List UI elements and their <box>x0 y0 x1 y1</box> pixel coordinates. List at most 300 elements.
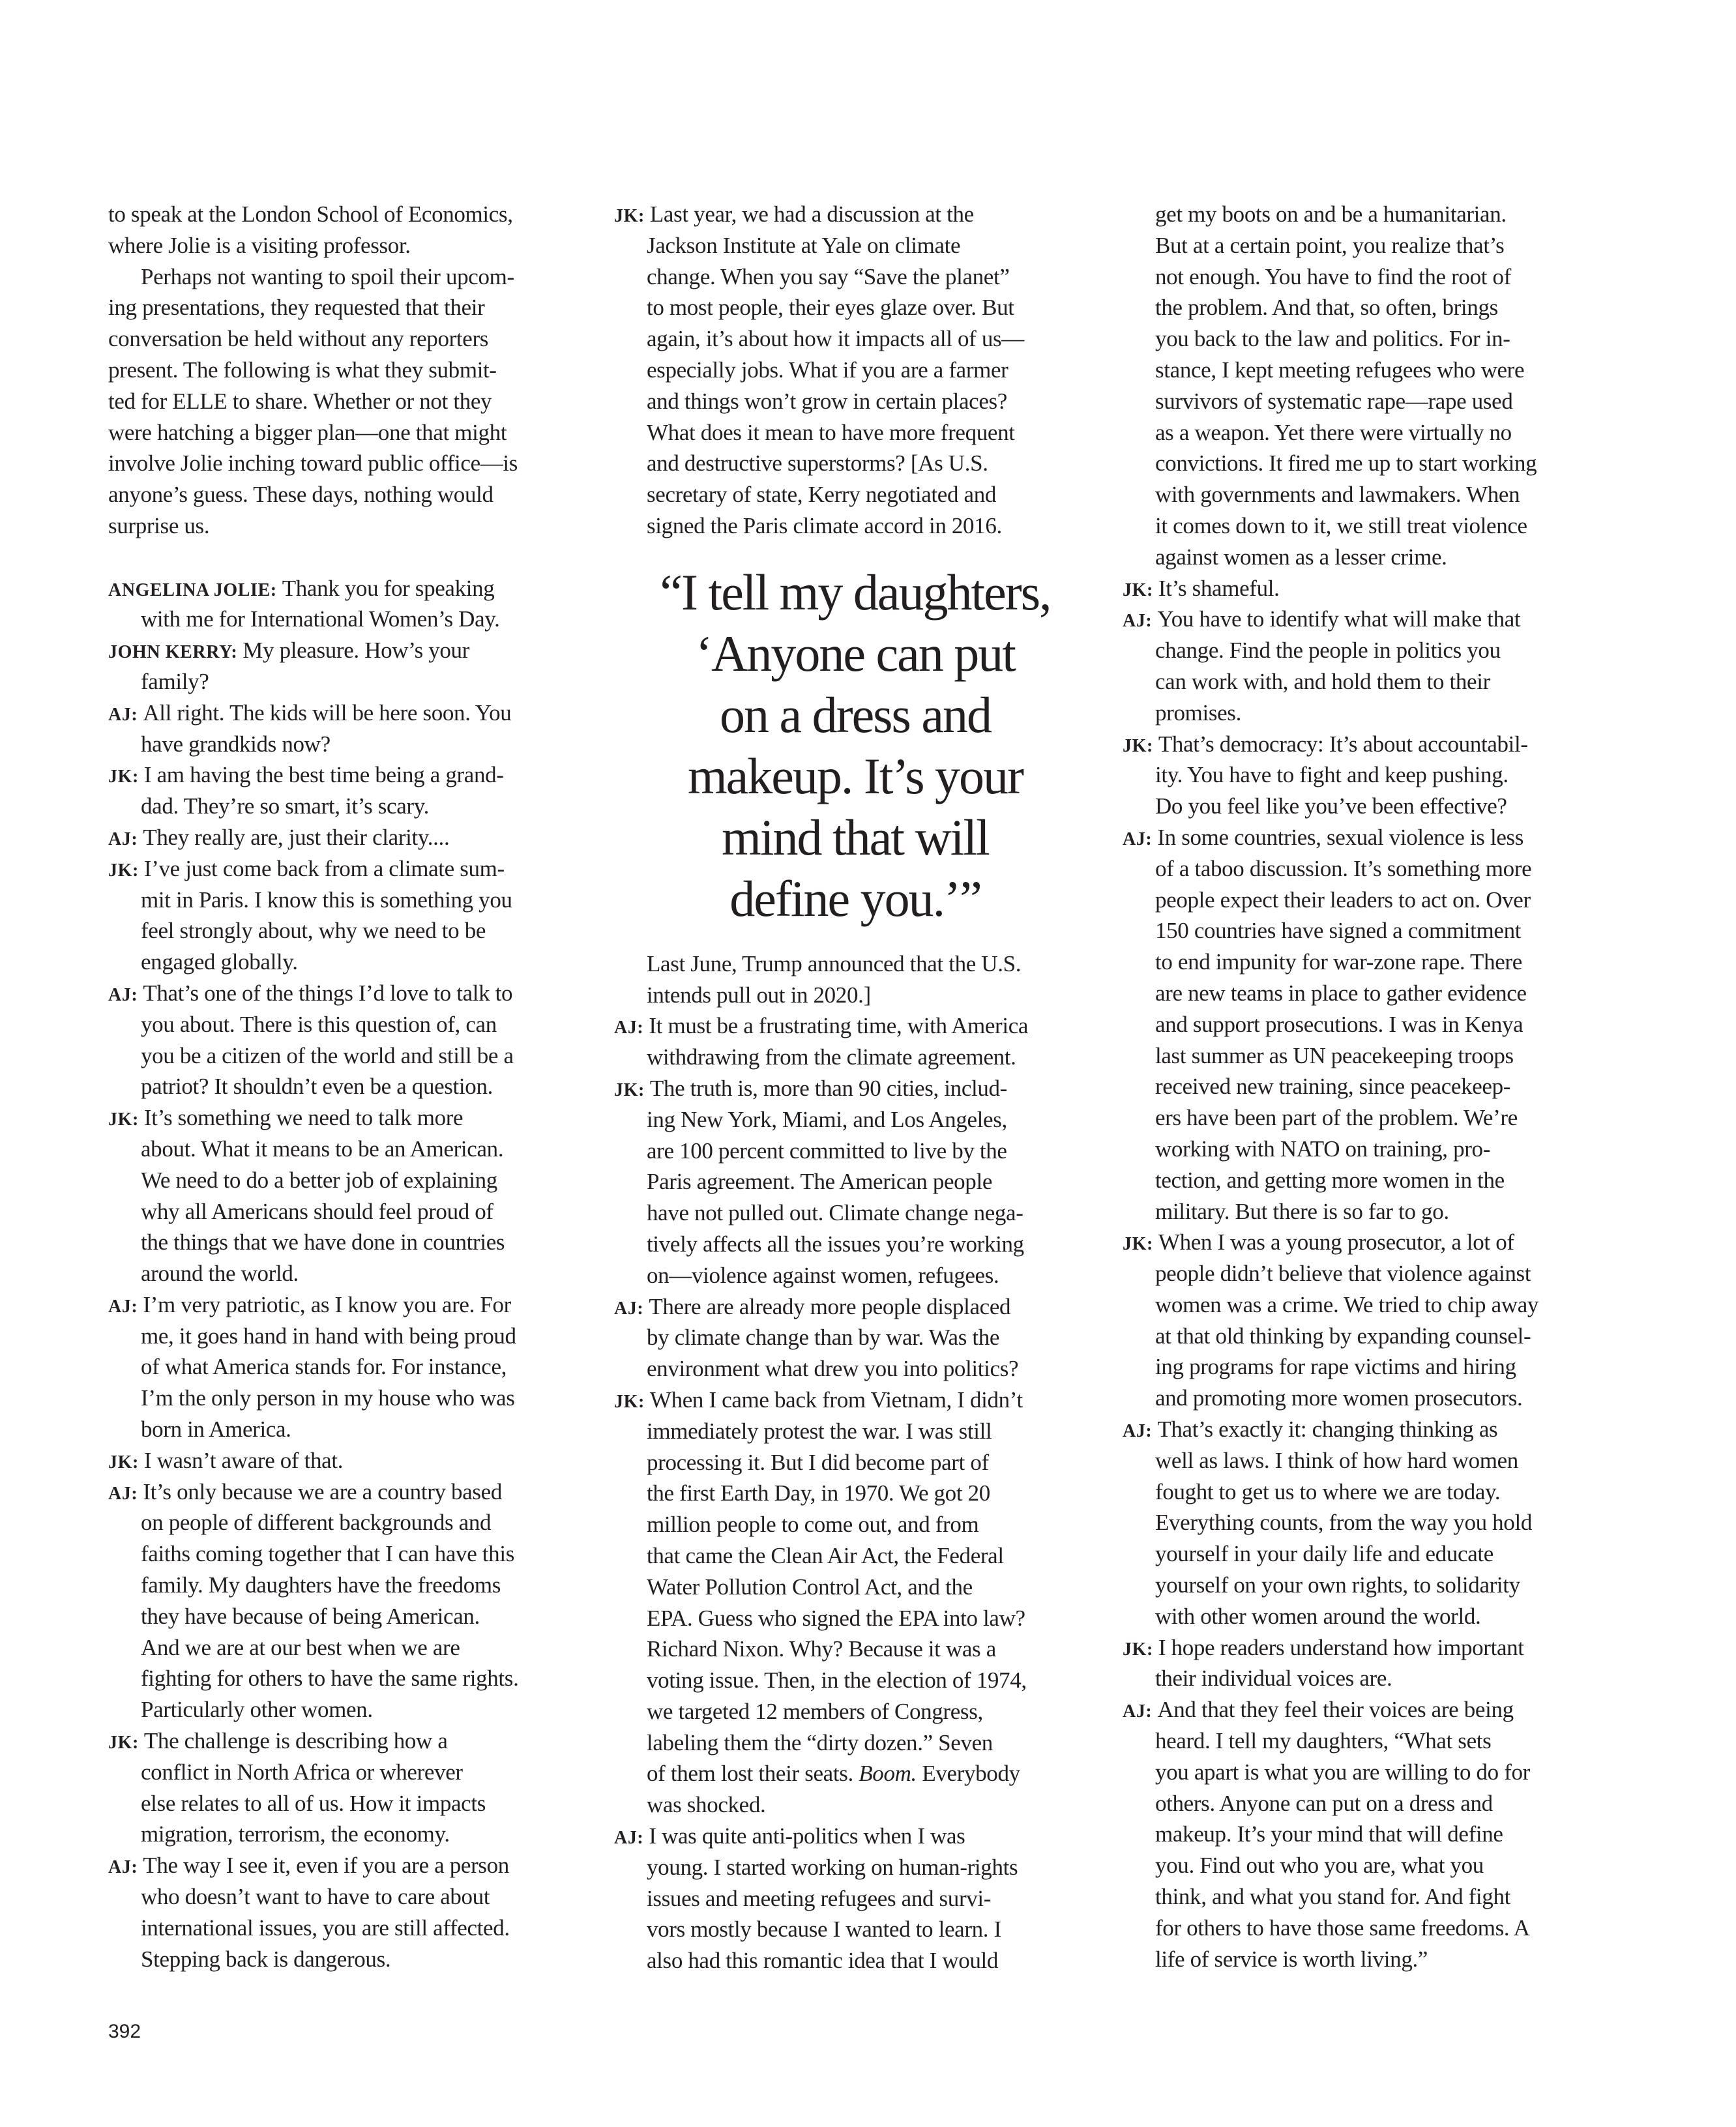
text-line <box>1123 573 1605 604</box>
text-line <box>614 1789 1096 1821</box>
dialogue-entry <box>614 1821 1096 1976</box>
dialogue-entry <box>1123 822 1605 1227</box>
line-text: family. My daughters have the freedoms <box>141 1572 501 1598</box>
line-text: change. When you say “Save the planet” <box>647 263 1010 289</box>
text-line <box>108 915 591 946</box>
line-text: I wasn’t aware of that. <box>143 1447 344 1473</box>
text-line <box>614 948 1096 980</box>
line-text: tively affects all the issues you’re working <box>647 1231 1024 1257</box>
dialogue-entry <box>1123 729 1605 822</box>
line-text: intends pull out in 2020.] <box>647 982 871 1008</box>
line-text: vors mostly because I wanted to learn. I <box>647 1916 1001 1943</box>
line-text: of them lost their seats. <box>647 1761 859 1787</box>
line-text: against women as a lesser crime. <box>1155 544 1447 570</box>
line-text: who doesn’t want to have to care about <box>141 1884 490 1910</box>
text-line <box>108 1383 591 1414</box>
text-line <box>1123 1196 1605 1227</box>
text-line <box>1123 448 1605 479</box>
text-line <box>108 1632 591 1664</box>
article-column-1 <box>108 199 591 1974</box>
speaker-label: ANGELINA JOLIE: <box>108 579 277 600</box>
line-text: signed the Paris climate accord in 2016. <box>647 512 1002 538</box>
line-text: people didn’t believe that violence against <box>1155 1261 1531 1287</box>
text-line <box>108 791 591 822</box>
line-text: Richard Nixon. Why? Because it was a <box>647 1636 996 1662</box>
speaker-label: JK: <box>1123 735 1153 756</box>
line-text: of a taboo discussion. It’s something more <box>1155 855 1532 881</box>
text-line <box>108 1881 591 1913</box>
line-text: it comes down to it, we still treat violence <box>1155 512 1527 538</box>
text-line <box>614 386 1096 417</box>
dialogue-entry <box>108 697 591 760</box>
text-line <box>108 666 591 697</box>
text-line <box>1123 1694 1605 1725</box>
line-text: In some countries, sexual violence is less <box>1157 824 1524 850</box>
line-text: I was quite anti-politics when I was <box>649 1823 965 1849</box>
line-text: yourself on your own rights, to solidarity <box>1155 1572 1520 1598</box>
dialogue-entry <box>108 822 591 853</box>
text-line <box>614 1166 1096 1197</box>
line-text: ing New York, Miami, and Los Angeles, <box>647 1106 1007 1132</box>
speaker-label: AJ: <box>108 1296 138 1317</box>
line-text: the first Earth Day, in 1970. We got 20 <box>647 1480 990 1506</box>
line-text: you back to the law and politics. For in- <box>1155 326 1510 352</box>
text-line <box>614 292 1096 323</box>
text-line <box>614 479 1096 510</box>
speaker-label: JK: <box>108 1733 139 1753</box>
text-line <box>614 1416 1096 1447</box>
line-text: were hatching a bigger plan—one that might <box>108 419 507 445</box>
text-line <box>108 946 591 978</box>
text-line <box>108 1601 591 1632</box>
text-line <box>108 1788 591 1819</box>
paragraph <box>108 199 591 542</box>
line-text: Perhaps not wanting to spoil their upcom- <box>141 263 514 289</box>
text-line <box>614 1353 1096 1385</box>
line-text: people expect their leaders to act on. Over <box>1155 887 1531 913</box>
line-text: stance, I kept meeting refugees who were <box>1155 357 1525 383</box>
text-line <box>1123 292 1605 323</box>
line-text: present. The following is what they submit- <box>108 357 497 383</box>
speaker-label: AJ: <box>614 1298 644 1319</box>
pull-quote-line: ‘Anyone can put <box>696 624 1015 682</box>
line-text: again, it’s about how it impacts all of us— <box>647 326 1024 352</box>
text-line <box>1123 261 1605 293</box>
line-text: with governments and lawmakers. When <box>1155 482 1520 508</box>
speaker-label: AJ: <box>614 1828 644 1849</box>
text-line <box>108 635 591 666</box>
text-line <box>1123 1819 1605 1850</box>
dialogue-entry <box>108 853 591 978</box>
article-column-3 <box>1123 199 1605 1974</box>
line-text: EPA. Guess who signed the EPA into law? <box>647 1605 1025 1631</box>
line-text: And we are at our best when we are <box>141 1634 460 1660</box>
text-line <box>1123 1071 1605 1102</box>
dialogue-entry <box>614 199 1096 542</box>
text-line <box>1123 1788 1605 1819</box>
line-text: by climate change than by war. Was the <box>647 1325 1000 1351</box>
text-line <box>108 822 591 853</box>
speaker-label: JK: <box>108 860 139 881</box>
line-text: and things won’t grow in certain places? <box>647 388 1007 414</box>
speaker-label: AJ: <box>108 1483 138 1504</box>
line-text: heard. I tell my daughters, “What sets <box>1155 1728 1492 1754</box>
text-line <box>1123 946 1605 978</box>
text-line <box>108 759 591 791</box>
line-text: on people of different backgrounds and <box>141 1510 492 1536</box>
text-line <box>108 1913 591 1944</box>
line-text: Jackson Institute at Yale on climate <box>647 232 961 258</box>
text-line <box>108 885 591 916</box>
line-text: military. But there is so far to go. <box>1155 1198 1449 1224</box>
line-text: It’s shameful. <box>1158 575 1280 601</box>
line-text: not enough. You have to find the root of <box>1155 263 1511 289</box>
text-line <box>614 1852 1096 1883</box>
emphasis-text: Boom. <box>859 1761 917 1787</box>
text-line <box>1123 697 1605 729</box>
line-text: that came the Clean Air Act, the Federal <box>647 1542 1004 1568</box>
text-line <box>108 1040 591 1072</box>
dialogue-entry <box>1123 1632 1605 1695</box>
line-text: Thank you for speaking <box>282 575 495 601</box>
text-line <box>614 230 1096 261</box>
line-text: When I was a young prosecutor, a lot of <box>1158 1229 1514 1255</box>
line-text: What does it mean to have more frequent <box>647 419 1015 445</box>
text-line <box>108 292 591 323</box>
dialogue-entry <box>108 573 591 636</box>
line-text: feel strongly about, why we need to be <box>141 918 486 944</box>
text-line <box>1123 1321 1605 1352</box>
text-line <box>1123 729 1605 760</box>
text-line <box>1123 1351 1605 1383</box>
line-text: environment what drew you into politics? <box>647 1356 1019 1382</box>
line-text: promises. <box>1155 699 1241 726</box>
text-line <box>108 1009 591 1040</box>
line-text: you be a citizen of the world and still be a <box>141 1042 514 1068</box>
line-text: for others to have those same freedoms. A <box>1155 1914 1530 1941</box>
line-text: life of service is worth living.” <box>1155 1946 1428 1972</box>
text-line <box>108 1694 591 1725</box>
line-text: Everybody <box>916 1761 1020 1787</box>
line-text: family? <box>141 668 209 694</box>
line-text: fighting for others to have the same rights. <box>141 1665 519 1692</box>
line-text: to end impunity for war-zone rape. There <box>1155 949 1522 975</box>
text-line <box>108 573 591 604</box>
line-text: especially jobs. What if you are a farmer <box>647 357 1008 383</box>
text-line <box>1123 1913 1605 1944</box>
text-line <box>1123 1507 1605 1538</box>
text-line <box>614 1010 1096 1042</box>
text-line <box>614 1104 1096 1136</box>
line-text: tection, and getting more women in the <box>1155 1167 1505 1193</box>
line-text: they have because of being American. <box>141 1603 480 1629</box>
text-line <box>1123 230 1605 261</box>
text-line <box>614 1291 1096 1323</box>
line-text: involve Jolie inching toward public office—is <box>108 450 518 477</box>
dialogue-entry <box>108 1289 591 1445</box>
text-line <box>108 1134 591 1165</box>
text-line <box>614 1447 1096 1478</box>
line-text: to speak at the London School of Economics, <box>108 201 513 227</box>
text-line <box>1123 1944 1605 1975</box>
line-text: are new teams in place to gather evidence <box>1155 980 1527 1006</box>
line-text: And that they feel their voices are being <box>1157 1697 1514 1723</box>
line-text: We need to do a better job of explaining <box>141 1167 497 1193</box>
text-line <box>1123 759 1605 791</box>
dialogue-entry <box>1123 1414 1605 1632</box>
line-text: Particularly other women. <box>141 1697 373 1723</box>
line-text: received new training, since peacekeep- <box>1155 1074 1511 1100</box>
text-line <box>614 1229 1096 1260</box>
speaker-label: JK: <box>614 206 645 226</box>
line-text: patriot? It shouldn’t even be a question. <box>141 1074 493 1100</box>
text-line <box>108 729 591 760</box>
line-text: around the world. <box>141 1261 299 1287</box>
line-text: Last June, Trump announced that the U.S. <box>647 950 1022 976</box>
text-line <box>108 1757 591 1788</box>
dialogue-entry <box>1123 604 1605 728</box>
text-line <box>108 1850 591 1881</box>
speaker-label: AJ: <box>1123 1701 1153 1722</box>
line-text: That’s exactly it: changing thinking as <box>1157 1416 1498 1443</box>
line-text: get my boots on and be a humanitarian. <box>1155 201 1507 227</box>
text-line <box>108 230 591 261</box>
text-line <box>614 1634 1096 1665</box>
line-text: But at a certain point, you realize that’s <box>1155 232 1505 258</box>
line-text: secretary of state, Kerry negotiated and <box>647 482 997 508</box>
text-line <box>108 355 591 386</box>
line-text: million people to come out, and from <box>647 1512 979 1538</box>
dialogue-entry <box>108 1102 591 1289</box>
text-line <box>108 1289 591 1321</box>
text-line <box>108 1196 591 1227</box>
line-text: Do you feel like you’ve been effective? <box>1155 793 1507 819</box>
line-text: to most people, their eyes glaze over. But <box>647 295 1014 321</box>
line-text: can work with, and hold them to their <box>1155 668 1490 694</box>
text-line <box>1123 885 1605 916</box>
speaker-label: AJ: <box>614 1018 644 1038</box>
text-line <box>108 1102 591 1134</box>
line-text: and destructive superstorms? [As U.S. <box>647 450 988 477</box>
dialogue-entry <box>1123 1694 1605 1974</box>
speaker-label: JK: <box>108 1452 139 1473</box>
text-line <box>614 1696 1096 1727</box>
speaker-label: AJ: <box>1123 611 1153 632</box>
line-text: You have to identify what will make that <box>1157 606 1521 632</box>
line-text: voting issue. Then, in the election of 1974, <box>647 1667 1027 1694</box>
text-line <box>614 1260 1096 1291</box>
speaker-label: JK: <box>108 1109 139 1130</box>
line-text: ity. You have to fight and keep pushing. <box>1155 762 1508 788</box>
text-line <box>108 1663 591 1694</box>
paragraph <box>1123 199 1605 573</box>
line-text: I’m very patriotic, as I know you are. For <box>143 1291 511 1317</box>
line-text: as a weapon. Yet there were virtually no <box>1155 419 1512 445</box>
line-text: you about. There is this question of, can <box>141 1011 497 1037</box>
text-line <box>1123 1445 1605 1476</box>
pull-quote-line: define you.’” <box>729 870 981 927</box>
speaker-label: JK: <box>1123 1234 1153 1255</box>
text-line <box>1123 1601 1605 1632</box>
speaker-label: AJ: <box>1123 829 1153 849</box>
line-text: and support prosecutions. I was in Kenya <box>1155 1011 1523 1037</box>
dialogue-entry <box>614 1010 1096 1073</box>
text-line <box>614 199 1096 230</box>
text-line <box>108 604 591 635</box>
text-line <box>1123 542 1605 573</box>
line-text: That’s one of the things I’d love to talk to <box>143 980 513 1006</box>
line-text: you apart is what you are willing to do for <box>1155 1759 1530 1785</box>
text-line <box>614 1914 1096 1945</box>
line-text: conflict in North Africa or wherever <box>141 1759 463 1785</box>
text-line <box>1123 323 1605 355</box>
text-line <box>1123 1850 1605 1881</box>
line-text: issues and meeting refugees and survi- <box>647 1885 992 1911</box>
text-line <box>614 1945 1096 1976</box>
line-text: It’s something we need to talk more <box>143 1105 463 1131</box>
line-text: working with NATO on training, pro- <box>1155 1136 1490 1162</box>
dialogue-entry <box>1123 1227 1605 1414</box>
text-line <box>108 386 591 417</box>
line-text: There are already more people displaced <box>649 1293 1011 1319</box>
line-text: That’s democracy: It’s about accountabil- <box>1158 731 1528 757</box>
line-text: why all Americans should feel proud of <box>141 1198 493 1224</box>
text-line <box>108 1071 591 1102</box>
line-text: young. I started working on human-rights <box>647 1854 1018 1880</box>
text-line <box>1123 1757 1605 1788</box>
pull-quote-line: mind that will <box>722 808 989 866</box>
text-line <box>1123 604 1605 635</box>
line-text: international issues, you are still affected. <box>141 1914 510 1941</box>
text-line <box>614 510 1096 542</box>
line-text: surprise us. <box>108 512 210 538</box>
line-text: Stepping back is dangerous. <box>141 1946 391 1972</box>
speaker-label: AJ: <box>108 829 138 849</box>
line-text: labeling them the “dirty dozen.” Seven <box>647 1729 993 1755</box>
text-line <box>614 1136 1096 1167</box>
speaker-label: AJ: <box>108 704 138 725</box>
line-text: migration, terrorism, the economy. <box>141 1821 450 1847</box>
line-text: engaged globally. <box>141 949 298 975</box>
line-text: the problem. And that, so often, brings <box>1155 295 1498 321</box>
text-line <box>1123 853 1605 885</box>
dialogue-entry <box>1123 573 1605 604</box>
text-line <box>614 1322 1096 1353</box>
line-text: It must be a frustrating time, with America <box>649 1013 1029 1039</box>
line-text: we targeted 12 members of Congress, <box>647 1698 983 1724</box>
text-line <box>1123 479 1605 510</box>
dialogue-entry <box>108 1850 591 1974</box>
line-text: and promoting more women prosecutors. <box>1155 1385 1523 1411</box>
speaker-label: JK: <box>1123 579 1153 600</box>
article-column-2 <box>614 199 1096 1976</box>
text-line <box>108 199 591 230</box>
line-text: I’ve just come back from a climate sum- <box>143 855 505 881</box>
text-line <box>1123 1538 1605 1570</box>
line-text: born in America. <box>141 1416 291 1443</box>
dialogue-entry <box>614 1073 1096 1291</box>
text-line <box>108 261 591 293</box>
line-text: have grandkids now? <box>141 731 331 757</box>
text-line <box>108 417 591 448</box>
text-line <box>614 1540 1096 1572</box>
pull-quote-line: makeup. It’s your <box>687 747 1023 804</box>
line-text: The way I see it, even if you are a person <box>143 1853 509 1879</box>
text-line <box>108 323 591 355</box>
text-line <box>108 1414 591 1445</box>
text-line <box>108 1819 591 1850</box>
text-line <box>614 417 1096 448</box>
text-line <box>108 1476 591 1508</box>
text-line <box>108 978 591 1009</box>
text-line <box>1123 1102 1605 1134</box>
line-text: anyone’s guess. These days, nothing would <box>108 482 493 508</box>
line-text: faiths coming together that I can have this <box>141 1541 514 1567</box>
line-text: also had this romantic idea that I would <box>647 1948 999 1974</box>
text-line <box>614 1572 1096 1603</box>
text-line <box>108 479 591 510</box>
dialogue-entry <box>108 759 591 822</box>
line-text: All right. The kids will be here soon. You <box>143 699 512 726</box>
text-line <box>1123 1414 1605 1445</box>
line-text: I am having the best time being a grand- <box>143 762 504 788</box>
text-line <box>1123 1881 1605 1913</box>
text-line <box>1123 1383 1605 1414</box>
page-number: 392 <box>108 2021 141 2042</box>
line-text: change. Find the people in politics you <box>1155 638 1501 664</box>
line-text: ers have been part of the problem. We’re <box>1155 1105 1518 1131</box>
text-line <box>1123 1663 1605 1694</box>
text-line <box>1123 1258 1605 1289</box>
text-line <box>614 1821 1096 1852</box>
text-line <box>108 1725 591 1757</box>
text-line <box>1123 1632 1605 1664</box>
line-text: women was a crime. We tried to chip away <box>1155 1291 1539 1317</box>
speaker-label: JK: <box>614 1079 645 1100</box>
line-text: are 100 percent committed to live by the <box>647 1137 1007 1164</box>
line-text: was shocked. <box>647 1792 766 1818</box>
line-text: last summer as UN peacekeeping troops <box>1155 1042 1514 1068</box>
text-line <box>108 510 591 542</box>
line-text: dad. They’re so smart, it’s scary. <box>141 793 430 819</box>
dialogue-entry <box>614 1385 1096 1821</box>
line-text: well as laws. I think of how hard women <box>1155 1447 1518 1473</box>
line-text: ing presentations, they requested that their <box>108 295 485 321</box>
line-text: of what America stands for. For instance, <box>141 1354 507 1380</box>
text-line <box>614 1197 1096 1229</box>
pull-quote-line: “I tell my daughters, <box>660 563 1051 621</box>
line-text: ted for ELLE to share. Whether or not they <box>108 388 492 414</box>
text-line <box>1123 791 1605 822</box>
text-line <box>1123 199 1605 230</box>
text-line <box>108 1165 591 1196</box>
text-line <box>614 261 1096 293</box>
line-text: processing it. But I did become part of <box>647 1449 989 1475</box>
text-line <box>108 1258 591 1289</box>
text-line <box>1123 666 1605 697</box>
text-line <box>108 697 591 729</box>
text-line <box>108 1321 591 1352</box>
line-text: mit in Paris. I know this is something you <box>141 887 512 913</box>
text-line <box>1123 417 1605 448</box>
line-text: with me for International Women’s Day. <box>141 606 500 632</box>
text-line <box>1123 386 1605 417</box>
text-line <box>1123 1227 1605 1258</box>
text-line <box>1123 978 1605 1009</box>
line-text: immediately protest the war. I was still <box>647 1418 992 1444</box>
text-line <box>1123 1570 1605 1601</box>
text-line <box>108 853 591 885</box>
